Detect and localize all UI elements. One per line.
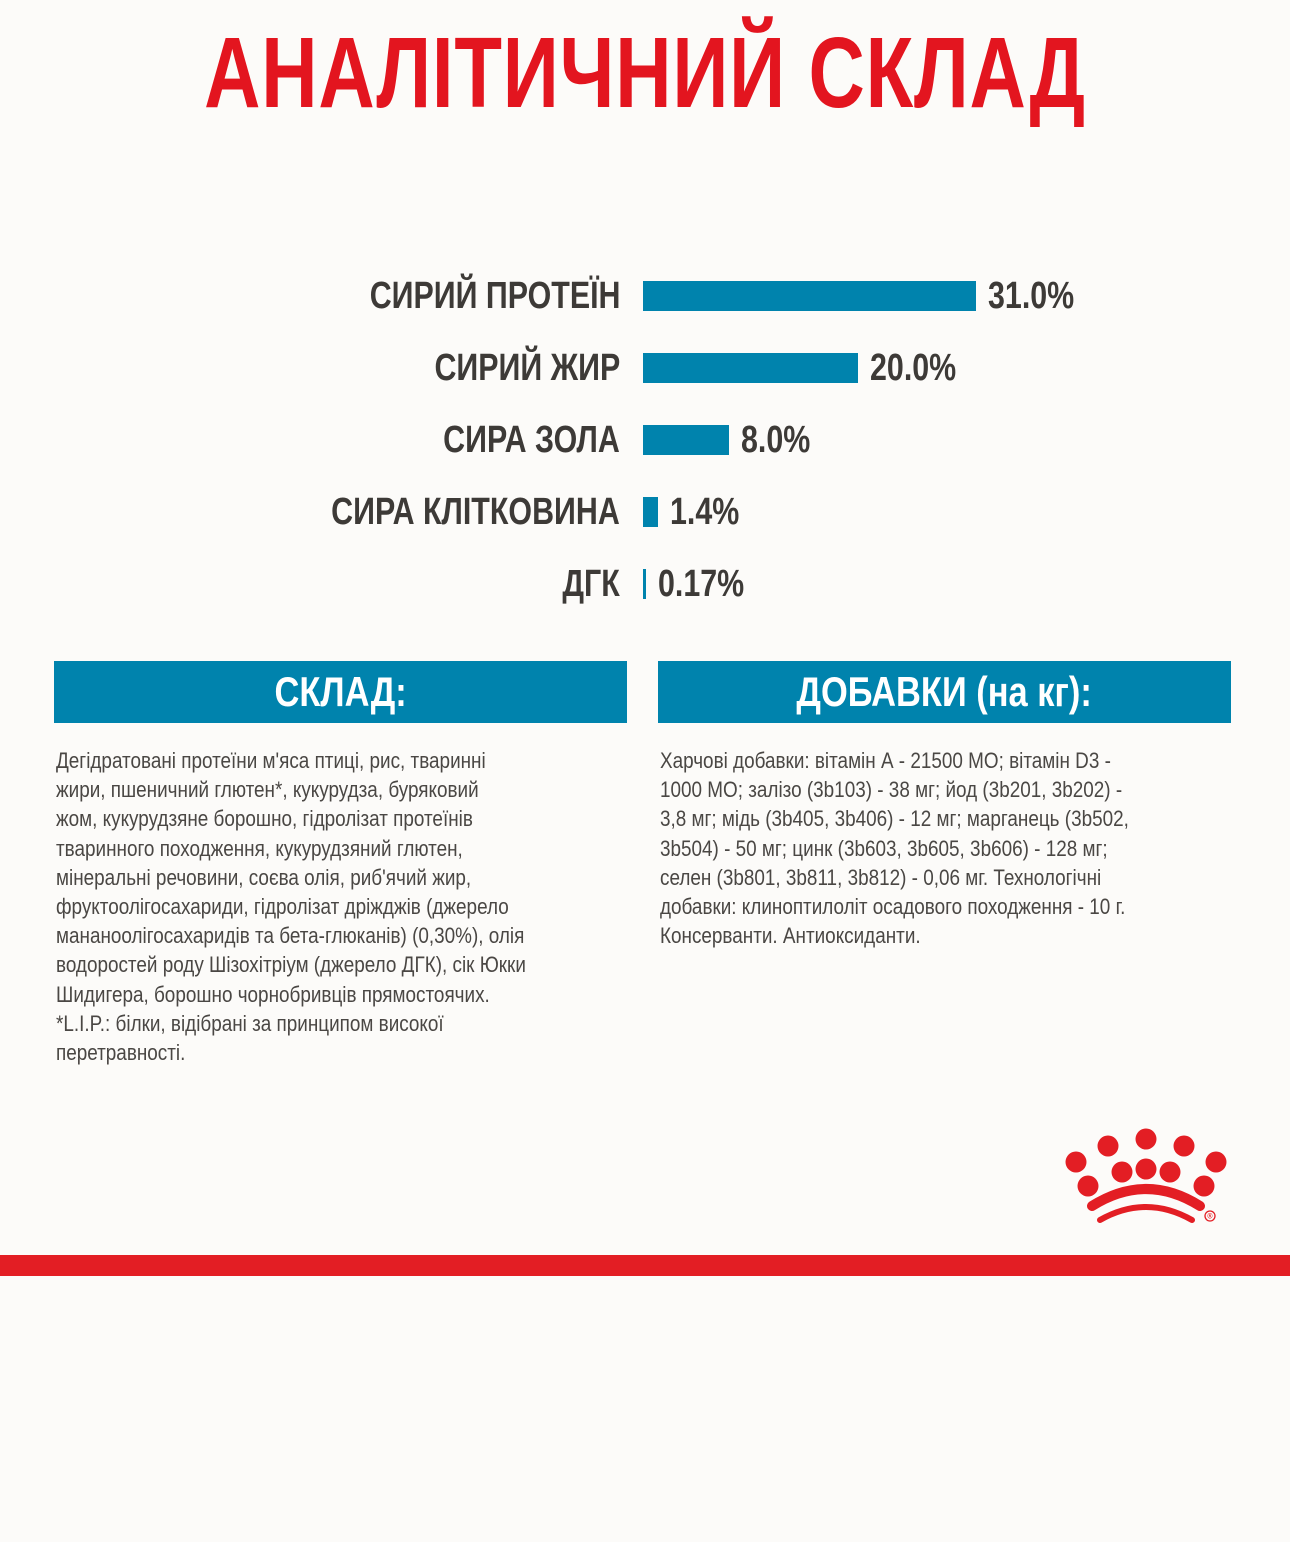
crown-dot [1066,1152,1087,1173]
text-line: водоростей роду Шізохітріум (джерело ДГК), сік Юкки [56,952,526,978]
crown-arc-lower [1100,1207,1192,1220]
analysis-bar-chart [0,260,1290,620]
bar [643,281,976,311]
bar-label: СИРА КЛІТКОВИНА [331,491,620,533]
bar-label: СИРИЙ ПРОТЕЇН [369,275,620,317]
crown-arc-upper [1092,1189,1200,1206]
text-line: жири, пшеничний глютен*, кукурудза, буряковий [56,777,479,803]
bar [643,353,858,383]
crown-dot [1160,1162,1181,1183]
bar [643,569,646,599]
additives-header [658,661,1231,723]
text-line: 3b504) - 50 мг; цинк (3b603, 3b605, 3b606) - 128 мг; [660,835,1108,861]
text-line: Шидигера, борошно чорнобривців прямостоячих. [56,981,490,1007]
registered-mark: ® [1207,1213,1213,1221]
text-line: мананоолігосахаридів та бета-глюканів) (0,30%), олія [56,923,525,949]
composition-text [56,746,526,1067]
bar-label: СИРИЙ ЖИР [434,347,620,389]
bar-value-label: 8.0% [740,419,811,461]
bottom-red-stripe [0,1255,1290,1276]
composition-header [54,661,627,723]
bar-label: ДГК [562,563,620,605]
text-line: перетравності. [56,1040,186,1066]
page-title: АНАЛІТИЧНИЙ СКЛАД [204,17,1086,129]
bar-value-label: 0.17% [657,563,744,605]
composition-heading: СКЛАД: [274,668,407,715]
text-line: Харчові добавки: вітамін А - 21500 МО; вітамін D3 - [660,748,1111,773]
additives-heading: ДОБАВКИ (на кг): [796,668,1093,715]
text-line: селен (3b801, 3b811, 3b812) - 0,06 мг. Технологічні [660,864,1102,890]
crown-dot [1136,1129,1157,1150]
bar [643,425,729,455]
additives-text [660,746,1129,950]
text-line: 3,8 мг; мідь (3b405, 3b406) - 12 мг; марганець (3b502, [660,806,1129,832]
text-line: Консерванти. Антиоксиданти. [660,923,921,949]
crown-dot [1112,1162,1133,1183]
text-line: Дегідратовані протеїни м'яса птиці, рис, тваринні [56,748,486,773]
crown-logo [1058,1128,1234,1224]
text-line: добавки: клиноптилоліт осадового походження - 10 г. [660,894,1126,920]
crown-dot [1098,1136,1119,1157]
crown-dot [1194,1176,1215,1197]
text-line: фруктоолігосахариди, гідролізат дріжджів (джерело [56,894,509,920]
crown-dot [1078,1176,1099,1197]
text-line: *L.I.P.: білки, відібрані за принципом високої [56,1010,444,1036]
crown-dot [1174,1136,1195,1157]
bar-value-label: 1.4% [670,491,740,533]
bar-label: СИРА ЗОЛА [443,419,620,461]
text-line: жом, кукурудзяне борошно, гідролізат протеїнів [56,806,473,832]
bar-value-label: 31.0% [988,275,1075,317]
bar [643,497,658,527]
text-line: мінеральні речовини, соєва олія, риб'ячий жир, [56,864,472,890]
crown-dot [1136,1159,1157,1180]
bar-value-label: 20.0% [869,347,957,389]
text-line: 1000 МО; залізо (3b103) - 38 мг; йод (3b201, 3b202) - [660,777,1123,803]
text-line: тваринного походження, кукурудзяний глютен, [56,835,463,861]
crown-dot [1206,1152,1227,1173]
